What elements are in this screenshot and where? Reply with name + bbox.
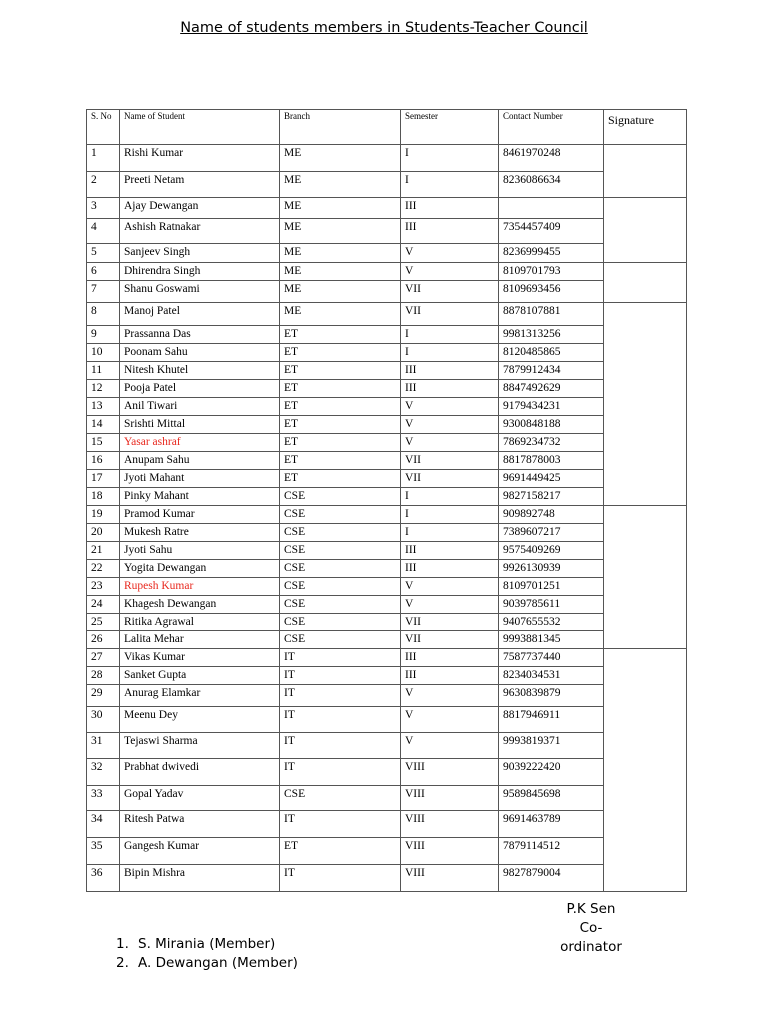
cell-branch: IT (280, 649, 401, 667)
table-row (87, 649, 687, 667)
cell-branch: ET (280, 380, 401, 398)
cell-contact: 9691449425 (499, 470, 604, 488)
cell-contact: 9827879004 (499, 865, 604, 892)
table-row (87, 344, 687, 362)
cell-name: Meenu Dey (120, 707, 280, 733)
table-row (87, 281, 687, 303)
table-row (87, 219, 687, 244)
cell-branch: ET (280, 416, 401, 434)
table-row (87, 685, 687, 707)
cell-branch: IT (280, 685, 401, 707)
cell-branch: ME (280, 172, 401, 198)
cell-name: Yasar ashraf (120, 434, 280, 452)
cell-sno: 22 (87, 560, 120, 578)
cell-name: Jyoti Mahant (120, 470, 280, 488)
header-semester: Semester (401, 110, 499, 145)
table-row (87, 434, 687, 452)
table-row (87, 198, 687, 219)
cell-semester: V (401, 416, 499, 434)
cell-semester: III (401, 542, 499, 560)
cell-semester: III (401, 219, 499, 244)
cell-sno: 31 (87, 733, 120, 759)
table-row (87, 596, 687, 614)
table-row (87, 380, 687, 398)
cell-semester: V (401, 244, 499, 263)
cell-sno: 27 (87, 649, 120, 667)
cell-signature (604, 303, 687, 506)
cell-contact: 8109701251 (499, 578, 604, 596)
cell-contact (499, 198, 604, 219)
cell-name: Pooja Patel (120, 380, 280, 398)
cell-contact: 9630839879 (499, 685, 604, 707)
cell-sno: 21 (87, 542, 120, 560)
cell-semester: III (401, 560, 499, 578)
cell-contact: 8236999455 (499, 244, 604, 263)
table-row (87, 244, 687, 263)
cell-branch: ME (280, 145, 401, 172)
cell-branch: ET (280, 398, 401, 416)
cell-name: Ashish Ratnakar (120, 219, 280, 244)
cell-name: Ritesh Patwa (120, 811, 280, 838)
cell-name: Anupam Sahu (120, 452, 280, 470)
cell-semester: V (401, 398, 499, 416)
cell-sno: 20 (87, 524, 120, 542)
cell-branch: CSE (280, 631, 401, 649)
cell-name: Bipin Mishra (120, 865, 280, 892)
cell-semester: III (401, 380, 499, 398)
cell-semester: V (401, 434, 499, 452)
cell-semester: III (401, 198, 499, 219)
cell-sno: 18 (87, 488, 120, 506)
cell-sno: 35 (87, 838, 120, 865)
cell-name: Jyoti Sahu (120, 542, 280, 560)
cell-sno: 14 (87, 416, 120, 434)
cell-branch: ET (280, 434, 401, 452)
table-row (87, 362, 687, 380)
cell-sno: 23 (87, 578, 120, 596)
cell-branch: ET (280, 344, 401, 362)
cell-name: Ajay Dewangan (120, 198, 280, 219)
cell-semester: VIII (401, 838, 499, 865)
coordinator-name: P.K Sen (566, 901, 616, 917)
cell-contact: 9981313256 (499, 326, 604, 344)
cell-branch: CSE (280, 524, 401, 542)
table-row (87, 326, 687, 344)
cell-signature (604, 145, 687, 198)
header-signature: Signature (604, 110, 687, 145)
table-row (87, 838, 687, 865)
cell-sno: 28 (87, 667, 120, 685)
cell-branch: CSE (280, 596, 401, 614)
cell-contact: 8234034531 (499, 667, 604, 685)
table-row (87, 172, 687, 198)
cell-semester: I (401, 506, 499, 524)
table-header-row (87, 110, 687, 145)
cell-branch: CSE (280, 614, 401, 631)
cell-branch: CSE (280, 488, 401, 506)
cell-branch: IT (280, 865, 401, 892)
table-row (87, 631, 687, 649)
cell-contact: 8109693456 (499, 281, 604, 303)
cell-branch: ET (280, 326, 401, 344)
table-body (87, 145, 687, 892)
cell-sno: 36 (87, 865, 120, 892)
cell-contact: 7869234732 (499, 434, 604, 452)
cell-sno: 26 (87, 631, 120, 649)
cell-sno: 8 (87, 303, 120, 326)
student-table (86, 109, 687, 892)
cell-branch: ME (280, 198, 401, 219)
cell-sno: 7 (87, 281, 120, 303)
cell-contact: 9407655532 (499, 614, 604, 631)
cell-signature (604, 649, 687, 892)
table-row (87, 707, 687, 733)
table-row (87, 733, 687, 759)
cell-sno: 24 (87, 596, 120, 614)
cell-semester: I (401, 172, 499, 198)
cell-branch: ME (280, 244, 401, 263)
cell-sno: 11 (87, 362, 120, 380)
cell-semester: I (401, 488, 499, 506)
cell-name: Srishti Mittal (120, 416, 280, 434)
cell-name: Mukesh Ratre (120, 524, 280, 542)
cell-semester: V (401, 263, 499, 281)
cell-sno: 4 (87, 219, 120, 244)
cell-sno: 13 (87, 398, 120, 416)
header-branch: Branch (280, 110, 401, 145)
cell-branch: ET (280, 452, 401, 470)
table-row (87, 488, 687, 506)
cell-contact: 9691463789 (499, 811, 604, 838)
cell-sno: 25 (87, 614, 120, 631)
cell-contact: 7354457409 (499, 219, 604, 244)
cell-name: Yogita Dewangan (120, 560, 280, 578)
cell-sno: 15 (87, 434, 120, 452)
cell-name: Vikas Kumar (120, 649, 280, 667)
cell-contact: 8817946911 (499, 707, 604, 733)
cell-sno: 34 (87, 811, 120, 838)
cell-sno: 9 (87, 326, 120, 344)
cell-semester: I (401, 145, 499, 172)
cell-name: Gopal Yadav (120, 786, 280, 811)
cell-semester: VII (401, 631, 499, 649)
cell-name: Lalita Mehar (120, 631, 280, 649)
cell-contact: 8817878003 (499, 452, 604, 470)
cell-name: Anurag Elamkar (120, 685, 280, 707)
header-sno: S. No (87, 110, 120, 145)
table-row (87, 578, 687, 596)
cell-name: Rupesh Kumar (120, 578, 280, 596)
cell-contact: 9179434231 (499, 398, 604, 416)
member-text: S. Mirania (Member) (138, 936, 276, 952)
cell-contact: 9039785611 (499, 596, 604, 614)
cell-branch: CSE (280, 506, 401, 524)
cell-semester: I (401, 524, 499, 542)
table-row (87, 303, 687, 326)
cell-name: Khagesh Dewangan (120, 596, 280, 614)
table-row (87, 524, 687, 542)
cell-name: Sanket Gupta (120, 667, 280, 685)
cell-contact: 8120485865 (499, 344, 604, 362)
cell-branch: IT (280, 733, 401, 759)
page-title: Name of students members in Students-Teacher Council (180, 20, 588, 36)
member-list (116, 935, 298, 973)
cell-name: Prassanna Das (120, 326, 280, 344)
cell-semester: VII (401, 281, 499, 303)
cell-semester: VII (401, 614, 499, 631)
cell-semester: VIII (401, 786, 499, 811)
cell-name: Nitesh Khutel (120, 362, 280, 380)
cell-contact: 9575409269 (499, 542, 604, 560)
cell-signature (604, 506, 687, 649)
cell-semester: VIII (401, 865, 499, 892)
cell-branch: ME (280, 303, 401, 326)
member-item (116, 935, 298, 954)
cell-sno: 10 (87, 344, 120, 362)
cell-semester: VII (401, 452, 499, 470)
cell-semester: VIII (401, 811, 499, 838)
cell-name: Prabhat dwivedi (120, 759, 280, 786)
cell-sno: 5 (87, 244, 120, 263)
cell-branch: ET (280, 838, 401, 865)
cell-contact: 7879114512 (499, 838, 604, 865)
coordinator-block (556, 900, 626, 957)
cell-contact: 8878107881 (499, 303, 604, 326)
cell-contact: 9993881345 (499, 631, 604, 649)
cell-branch: CSE (280, 578, 401, 596)
coordinator-role: Co-ordinator (560, 920, 622, 955)
cell-name: Ritika Agrawal (120, 614, 280, 631)
member-number: 2. (116, 955, 129, 971)
cell-sno: 33 (87, 786, 120, 811)
cell-contact: 9589845698 (499, 786, 604, 811)
table-row (87, 452, 687, 470)
cell-contact: 7587737440 (499, 649, 604, 667)
cell-name: Dhirendra Singh (120, 263, 280, 281)
table-row (87, 145, 687, 172)
cell-contact: 9827158217 (499, 488, 604, 506)
cell-sno: 32 (87, 759, 120, 786)
cell-semester: VIII (401, 759, 499, 786)
member-number: 1. (116, 936, 129, 952)
table-row (87, 398, 687, 416)
cell-name: Shanu Goswami (120, 281, 280, 303)
cell-branch: ET (280, 470, 401, 488)
cell-contact: 9300848188 (499, 416, 604, 434)
cell-branch: ME (280, 219, 401, 244)
member-text: A. Dewangan (Member) (138, 955, 298, 971)
cell-sno: 29 (87, 685, 120, 707)
cell-name: Pinky Mahant (120, 488, 280, 506)
table-row (87, 263, 687, 281)
cell-sno: 6 (87, 263, 120, 281)
cell-branch: CSE (280, 560, 401, 578)
cell-semester: I (401, 326, 499, 344)
table-row (87, 811, 687, 838)
cell-semester: V (401, 733, 499, 759)
table-row (87, 542, 687, 560)
cell-sno: 2 (87, 172, 120, 198)
table-row (87, 759, 687, 786)
cell-sno: 12 (87, 380, 120, 398)
cell-sno: 17 (87, 470, 120, 488)
cell-branch: ET (280, 362, 401, 380)
cell-name: Sanjeev Singh (120, 244, 280, 263)
table-row (87, 667, 687, 685)
cell-branch: ME (280, 281, 401, 303)
table-row (87, 416, 687, 434)
cell-name: Poonam Sahu (120, 344, 280, 362)
header-name: Name of Student (120, 110, 280, 145)
table-row (87, 786, 687, 811)
cell-branch: IT (280, 759, 401, 786)
cell-semester: VII (401, 470, 499, 488)
table-row (87, 614, 687, 631)
cell-branch: IT (280, 667, 401, 685)
cell-name: Rishi Kumar (120, 145, 280, 172)
cell-semester: V (401, 707, 499, 733)
cell-name: Preeti Netam (120, 172, 280, 198)
cell-sno: 16 (87, 452, 120, 470)
table-row (87, 470, 687, 488)
cell-semester: III (401, 649, 499, 667)
cell-semester: III (401, 362, 499, 380)
cell-name: Pramod Kumar (120, 506, 280, 524)
cell-branch: IT (280, 707, 401, 733)
member-item (116, 954, 298, 973)
table-row (87, 506, 687, 524)
cell-semester: VII (401, 303, 499, 326)
table-row (87, 865, 687, 892)
cell-contact: 8847492629 (499, 380, 604, 398)
cell-contact: 8236086634 (499, 172, 604, 198)
cell-name: Anil Tiwari (120, 398, 280, 416)
cell-sno: 3 (87, 198, 120, 219)
cell-semester: V (401, 578, 499, 596)
cell-branch: CSE (280, 542, 401, 560)
cell-name: Tejaswi Sharma (120, 733, 280, 759)
cell-sno: 1 (87, 145, 120, 172)
cell-semester: III (401, 667, 499, 685)
cell-branch: CSE (280, 786, 401, 811)
table-row (87, 560, 687, 578)
cell-contact: 7879912434 (499, 362, 604, 380)
cell-sno: 19 (87, 506, 120, 524)
cell-semester: V (401, 685, 499, 707)
cell-sno: 30 (87, 707, 120, 733)
cell-contact: 8461970248 (499, 145, 604, 172)
cell-signature (604, 263, 687, 303)
cell-contact: 9039222420 (499, 759, 604, 786)
cell-signature (604, 198, 687, 263)
cell-contact: 8109701793 (499, 263, 604, 281)
cell-contact: 7389607217 (499, 524, 604, 542)
cell-semester: V (401, 596, 499, 614)
cell-name: Gangesh Kumar (120, 838, 280, 865)
cell-branch: IT (280, 811, 401, 838)
cell-contact: 9993819371 (499, 733, 604, 759)
cell-contact: 909892748 (499, 506, 604, 524)
cell-semester: I (401, 344, 499, 362)
cell-name: Manoj Patel (120, 303, 280, 326)
cell-branch: ME (280, 263, 401, 281)
cell-contact: 9926130939 (499, 560, 604, 578)
header-contact: Contact Number (499, 110, 604, 145)
